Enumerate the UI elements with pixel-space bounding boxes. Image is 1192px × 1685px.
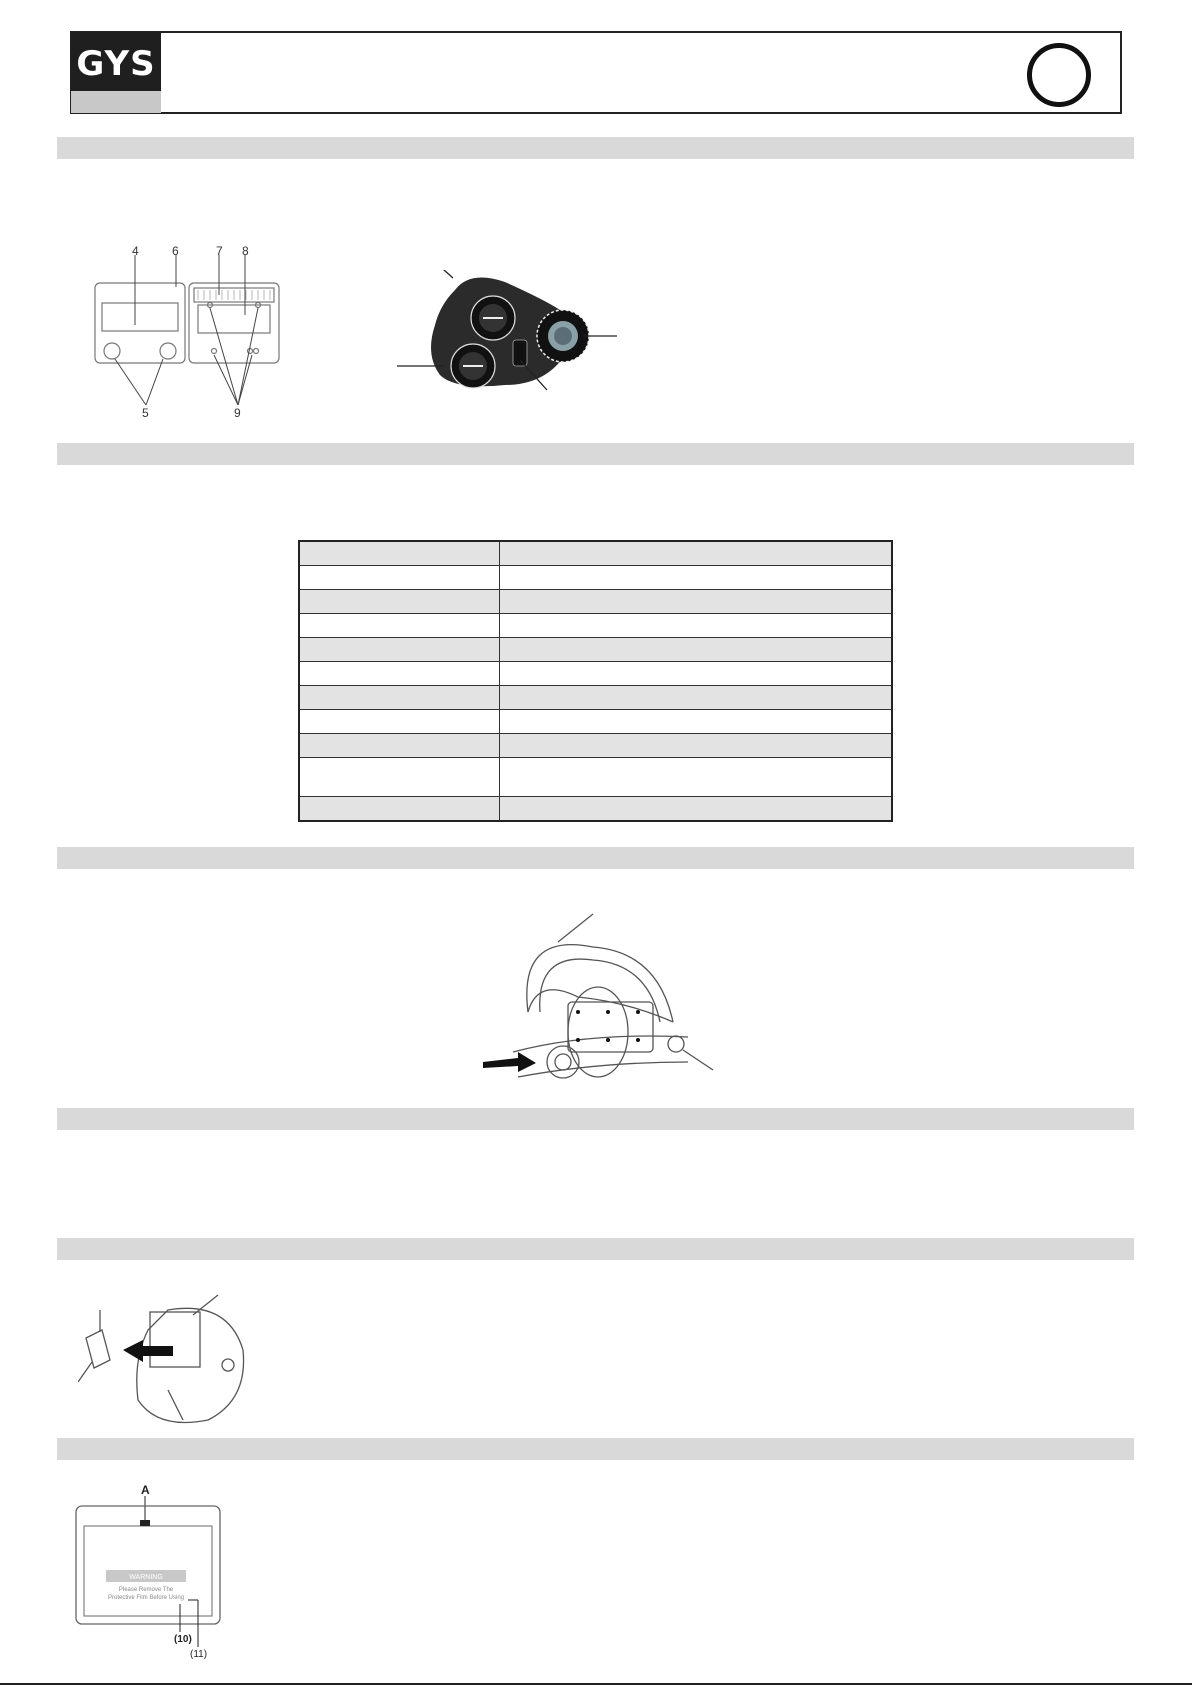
- control-knob-panel: [395, 270, 625, 400]
- table-row: [299, 797, 892, 822]
- label-5: 5: [142, 406, 149, 420]
- table-row: [299, 686, 892, 710]
- gys-logo: [71, 32, 161, 113]
- section-band-5: [57, 1238, 1134, 1260]
- spec-table: [298, 540, 893, 822]
- section-band-3: [57, 847, 1134, 869]
- headgear-figure: [478, 912, 728, 1092]
- lens-warning-figure: [70, 1482, 240, 1662]
- logo-text: GYS: [76, 44, 156, 84]
- label-9: 9: [234, 406, 241, 420]
- section-band-2: [57, 443, 1134, 465]
- callout-10: (10): [174, 1634, 192, 1645]
- section-band-4: [57, 1108, 1134, 1130]
- callout-11: (11): [190, 1649, 208, 1660]
- language-circle: [1027, 43, 1091, 107]
- label-6: 6: [172, 245, 179, 258]
- table-row: [299, 566, 892, 590]
- label-a: A: [141, 1483, 150, 1497]
- warning-line-2: Protective Film Before Using: [107, 1595, 185, 1601]
- table-row: [299, 614, 892, 638]
- table-row: [299, 590, 892, 614]
- header-frame: [70, 31, 1122, 114]
- table-row: [299, 541, 892, 566]
- label-8: 8: [242, 245, 249, 258]
- warning-title: WARNING: [129, 1574, 163, 1581]
- cartridge-figure: [90, 245, 290, 425]
- table-row: [299, 758, 892, 797]
- logo-band: [71, 91, 161, 113]
- section-band-6: [57, 1438, 1134, 1460]
- table-row: [299, 734, 892, 758]
- section-band-1: [57, 137, 1134, 159]
- table-row: [299, 710, 892, 734]
- label-7: 7: [216, 245, 223, 258]
- label-4: 4: [132, 245, 139, 258]
- helmet-figure: [78, 1290, 258, 1430]
- warning-line-1: Please Remove The: [118, 1587, 174, 1593]
- table-row: [299, 638, 892, 662]
- table-row: [299, 662, 892, 686]
